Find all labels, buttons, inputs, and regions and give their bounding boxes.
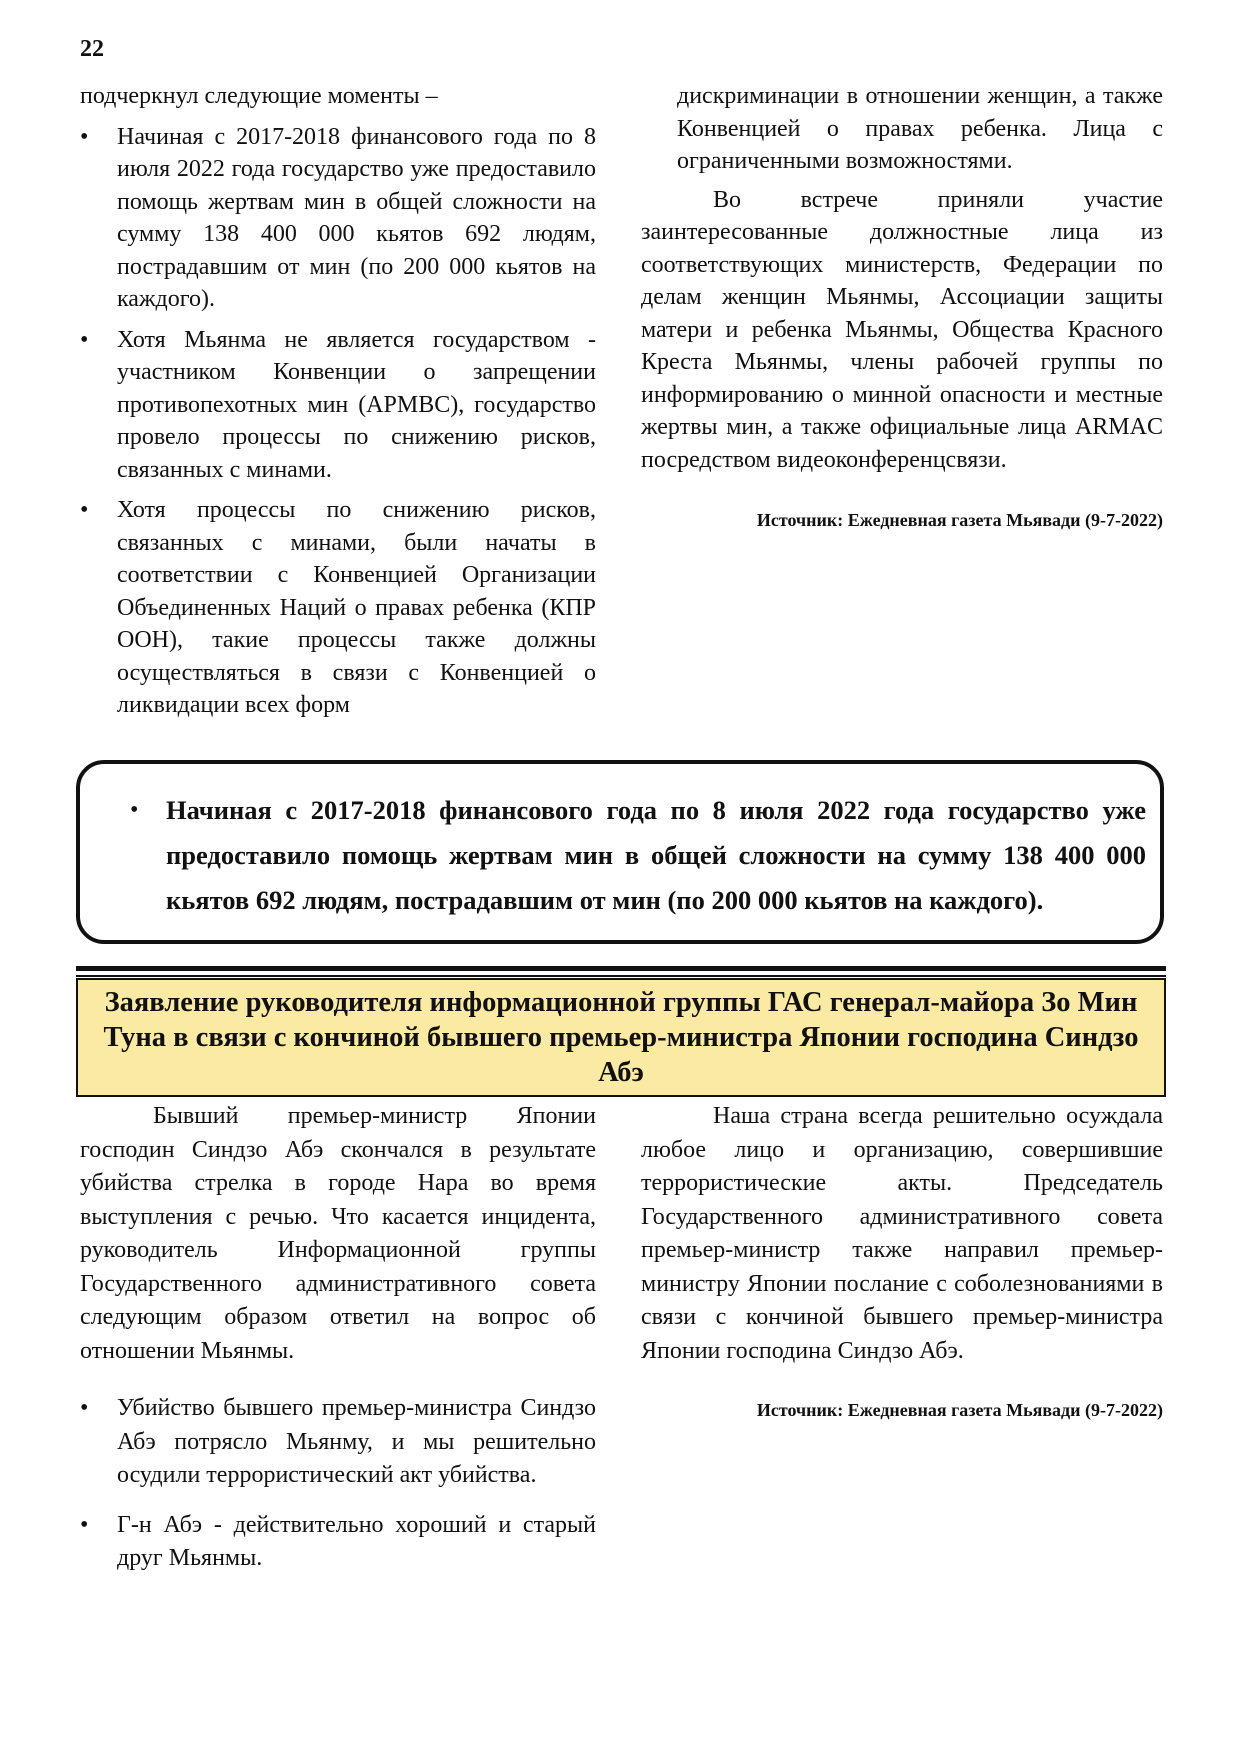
list-item: • Убийство бывшего премьер-министра Синдзо Абэ потрясло Мьянму, и мы решительно осудили террористический акт убийства.	[80, 1392, 596, 1493]
list-item: • Начиная с 2017-2018 финансового года по 8 июля 2022 года государство уже предоставило помощь жертвам мин в общей сложности на сумму 138 400 000 кьятов 692 людям, пострадавшим от мин (по 200 000 кьятов на каждого).	[80, 121, 596, 316]
article1-intro: подчеркнул следующие моменты –	[80, 83, 438, 109]
article1-source: Источник: Ежедневная газета Мьявади (9-7-2022)	[756, 510, 1163, 530]
list-item: • Г-н Абэ - действительно хороший и старый друг Мьянмы.	[80, 1509, 596, 1576]
article2-right-column	[641, 1100, 1163, 1422]
section-divider	[76, 966, 1166, 971]
article2-paragraph-left: Бывший премьер-министр Японии господин Синдзо Абэ скончался в результате убийства стрелка в городе Нара во время выступления с речью. Что касается инцидента, руководитель Информационной группы Государственного административного совета следующим образом ответил на вопрос об отношении Мьянмы.	[80, 1103, 596, 1364]
article2-source: Источник: Ежедневная газета Мьявади (9-7-2022)	[756, 1400, 1163, 1420]
article1-right-column	[641, 80, 1163, 532]
callout-text: • Начиная с 2017-2018 финансового года по 8 июля 2022 года государство уже предоставило помощь жертвам мин в общей сложности на сумму 138 400 000 кьятов 692 людям, пострадавшим от мин (по 200 000 кьятов на каждого).	[130, 788, 1146, 923]
article1-bullet-list	[80, 121, 596, 722]
highlight-callout-box	[76, 760, 1164, 944]
article2-paragraph-right: Наша страна всегда решительно осуждала любое лицо и организацию, совершившие террористические акты. Председатель Государственного административного совета премьер-министр также направил премьер-министру Японии послание с соболезнованиями в связи с кончиной бывшего премьер-министра Японии господина Синдзо Абэ.	[641, 1103, 1163, 1364]
article2-bullet-list	[80, 1392, 596, 1576]
page-number: 22	[80, 36, 104, 62]
list-item: • Хотя Мьянма не является государством - участником Конвенции о запрещении противопехотных мин (APMBC), государство провело процессы по снижению рисков, связанных с минами.	[80, 324, 596, 487]
list-item: • Хотя процессы по снижению рисков, связанных с минами, были начаты в соответствии с Конвенцией Организации Объединенных Наций о правах ребенка (КПР ООН), такие процессы также должны осуществляться в связи с Конвенцией о ликвидации всех форм	[80, 494, 596, 722]
article1-continuation: дискриминации в отношении женщин, а также Конвенцией о правах ребенка. Лица с ограниченными возможностями.	[677, 83, 1163, 174]
section-divider-thin	[76, 975, 1166, 977]
article1-left-column	[80, 80, 596, 722]
article2-left-column	[80, 1100, 596, 1576]
article2-headline: Заявление руководителя информационной группы ГАС генерал-майора Зо Мин Туна в связи с кончиной бывшего премьер-министра Японии господина Синдзо Абэ	[76, 978, 1166, 1097]
article1-paragraph: Во встрече приняли участие заинтересованные должностные лица из соответствующих министерств, Федерации по делам женщин Мьянмы, Ассоциации защиты матери и ребенка Мьянмы, Общества Красного Креста Мьянмы, члены рабочей группы по информированию о минной опасности и местные жертвы мин, а также официальные лица ARMAC посредством видеоконференцсвязи.	[641, 186, 1163, 473]
